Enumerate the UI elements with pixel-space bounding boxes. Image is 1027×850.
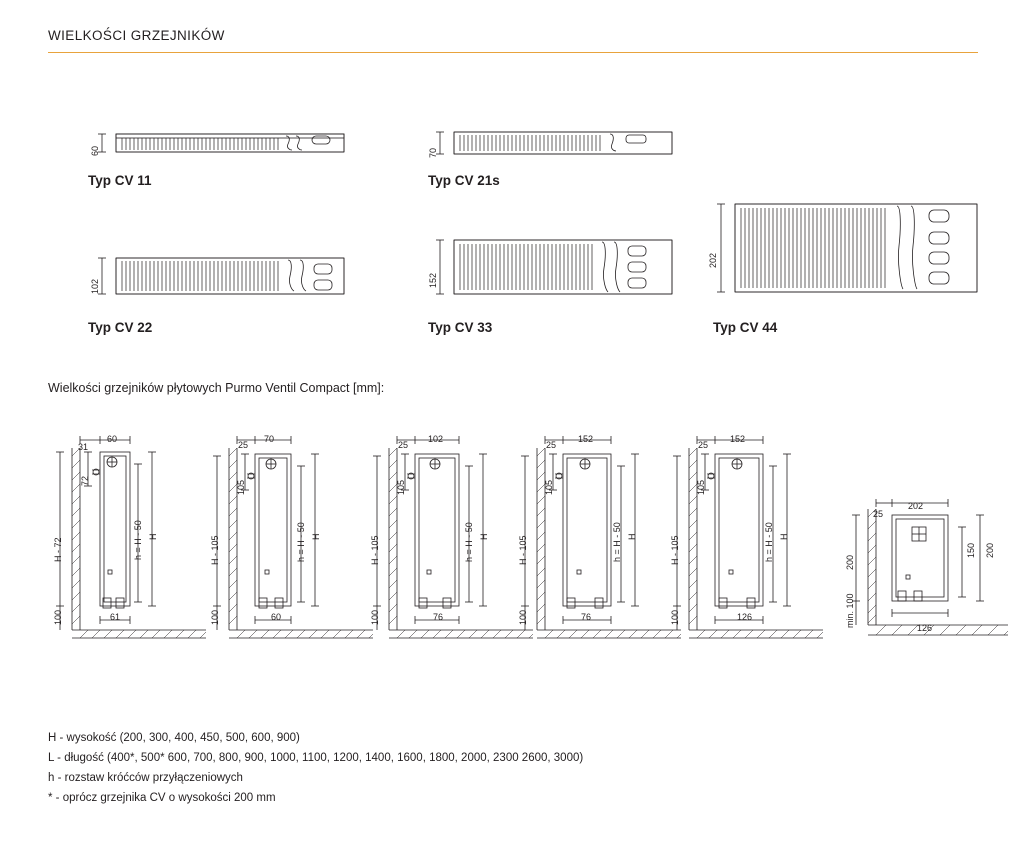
side-view-cv21s — [205, 430, 375, 670]
side-view-cv44 — [665, 430, 825, 670]
dim-cv22-top-left: 25 — [398, 440, 409, 450]
dim-detail-top-left: 25 — [873, 509, 884, 519]
label-cv44: Typ CV 44 — [713, 320, 778, 335]
dim-cv44-inner-right2: H — [779, 533, 789, 540]
dim-cv33-top-right: 152 — [578, 434, 594, 444]
dim-cv44-inner-right: h = H - 50 — [764, 522, 774, 562]
dim-cv11-upper-left: 72 — [80, 475, 90, 486]
cross-section-cv44 — [705, 192, 985, 310]
label-cv11: Typ CV 11 — [88, 173, 152, 188]
dim-cv11-inner-right: h = H - 50 — [133, 520, 143, 560]
dim-cv22-inner-right: h = H - 50 — [464, 522, 474, 562]
label-cv33: Typ CV 33 — [428, 320, 493, 335]
dim-cv22-top-right: 102 — [428, 434, 444, 444]
footnotes — [48, 728, 583, 808]
dim-cv22-inner-right2: H — [479, 533, 489, 540]
side-view-cv33 — [513, 430, 683, 670]
dim-detail-right-inner: 150 — [966, 542, 976, 558]
dim-cv11-side-left: H - 72 — [53, 537, 63, 562]
dim-cv11-depth: 60 — [90, 145, 100, 156]
note-l: L - długość (400*, 500* 600, 700, 800, 900, 1000, 1100, 1200, 1400, 1600, 1800, 2000, 2300 2600, 3000) — [48, 752, 584, 764]
cross-section-cv21s — [420, 118, 690, 170]
dim-cv21s-side-left: H - 105 — [210, 535, 220, 565]
dim-cv44-lower-left: 100 — [670, 609, 680, 625]
dim-cv33-bottom: 76 — [581, 612, 592, 622]
dim-cv21s-top-left: 25 — [238, 440, 249, 450]
note-asterisk: * - oprócz grzejnika CV o wysokości 200 mm — [48, 792, 276, 804]
dim-cv33-inner-right: h = H - 50 — [612, 522, 622, 562]
dim-cv21s-bottom: 60 — [271, 612, 282, 622]
dim-cv44-bottom: 126 — [737, 612, 753, 622]
dim-cv33-inner-right2: H — [627, 533, 637, 540]
dim-cv11-inner-right2: H — [148, 533, 158, 540]
dim-cv44-top-right: 152 — [730, 434, 746, 444]
dim-cv44-depth: 202 — [708, 252, 718, 268]
dim-cv33-upper-left: 105 — [544, 479, 554, 495]
dim-cv22-lower-left: 100 — [370, 609, 380, 625]
dim-cv11-top-right: 60 — [107, 434, 118, 444]
middle-section-title: Wielkości grzejników płytowych Purmo Ventil Compact [mm]: — [48, 381, 385, 395]
note-h-small: h - rozstaw króćców przyłączeniowych — [48, 772, 243, 784]
dim-cv33-lower-left: 100 — [518, 609, 528, 625]
cross-section-cv33 — [420, 228, 690, 310]
header-divider — [48, 52, 978, 53]
note-h: H - wysokość (200, 300, 400, 450, 500, 600, 900) — [48, 732, 300, 744]
dim-cv21s-depth: 70 — [428, 147, 438, 158]
dim-cv22-upper-left: 105 — [396, 479, 406, 495]
label-cv22: Typ CV 22 — [88, 320, 153, 335]
dim-detail-top-right: 202 — [908, 501, 924, 511]
dim-cv33-depth: 152 — [428, 272, 438, 288]
dim-detail-bottom: 126 — [917, 623, 933, 633]
dim-cv11-bottom: 61 — [110, 612, 121, 622]
label-cv21s: Typ CV 21s — [428, 173, 500, 188]
dim-cv44-side-left: H - 105 — [670, 535, 680, 565]
dim-cv21s-inner-right: h = H - 50 — [296, 522, 306, 562]
page-title: WIELKOŚCI GRZEJNIKÓW — [48, 28, 225, 43]
dim-cv22-bottom: 76 — [433, 612, 444, 622]
dim-detail-left-upper: 200 — [845, 554, 855, 570]
dim-cv33-top-left: 25 — [546, 440, 557, 450]
cross-section-cv22 — [80, 248, 360, 308]
dim-cv21s-top-right: 70 — [264, 434, 275, 444]
dim-cv21s-lower-left: 100 — [210, 609, 220, 625]
page-header — [48, 28, 978, 53]
dim-detail-right-outer: 200 — [985, 542, 995, 558]
dim-cv21s-upper-left: 105 — [236, 479, 246, 495]
dim-cv11-lower-left: 100 — [53, 609, 63, 625]
side-view-cv11 — [48, 430, 208, 670]
side-view-cv44-detail — [840, 495, 1010, 665]
dim-cv44-upper-left: 105 — [696, 479, 706, 495]
dim-cv44-top-left: 25 — [698, 440, 709, 450]
dim-cv11-top-left: 31 — [78, 442, 89, 452]
dim-cv21s-inner-right2: H — [311, 533, 321, 540]
dim-cv33-side-left: H - 105 — [518, 535, 528, 565]
dim-cv22-side-left: H - 105 — [370, 535, 380, 565]
dim-detail-left-lower: min. 100 — [845, 593, 855, 628]
side-view-cv22 — [365, 430, 535, 670]
cross-section-cv11 — [80, 118, 360, 170]
dim-cv22-depth: 102 — [90, 278, 100, 294]
